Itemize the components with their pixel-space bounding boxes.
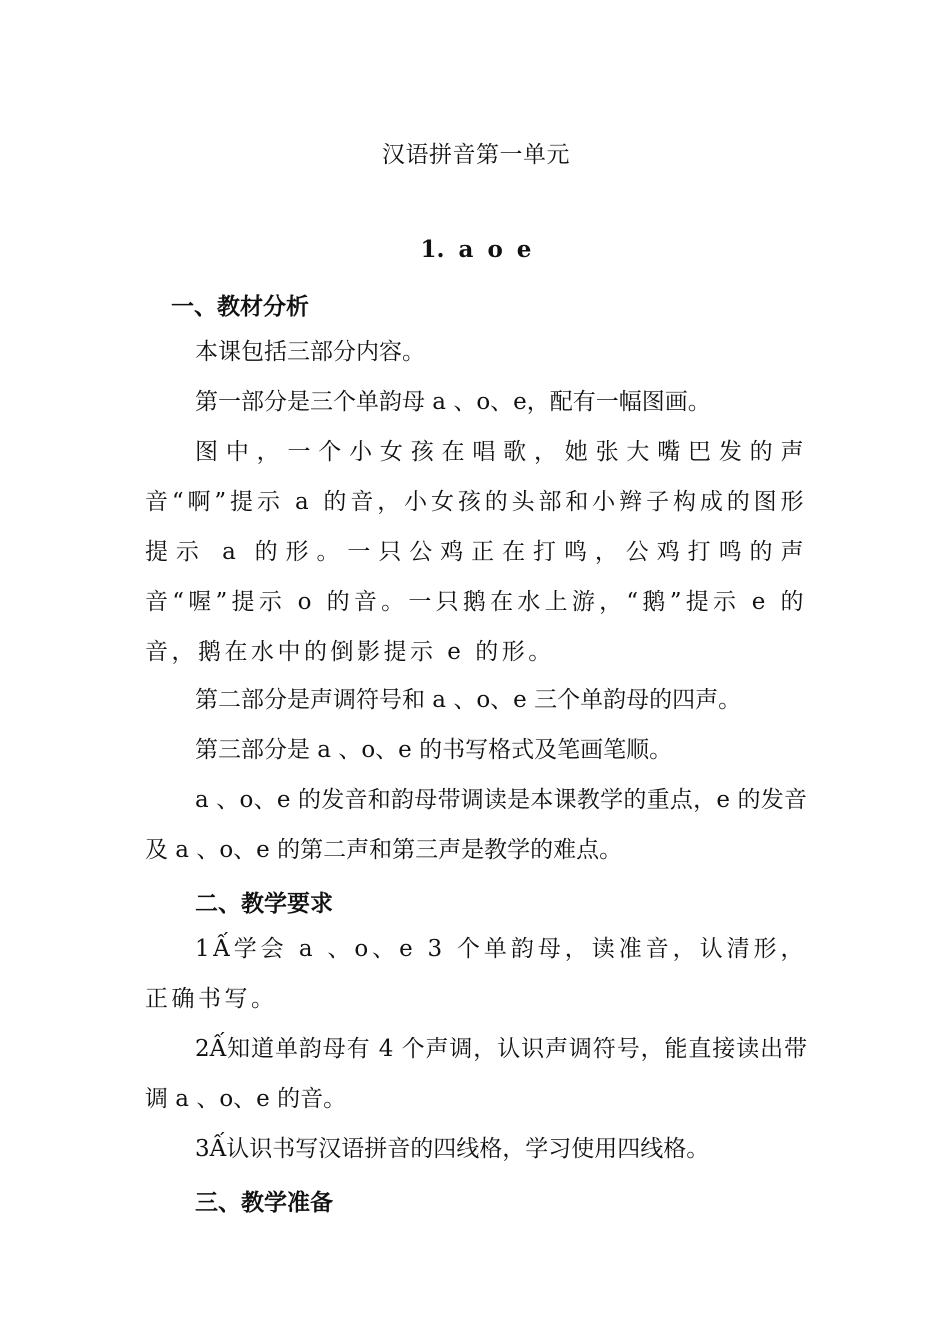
section-heading-analysis: 一、教材分析 (171, 293, 309, 320)
paragraph: 1Ấ学会 a 、o、e 3 个单韵母，读准音，认清形，正确书写。 (145, 936, 807, 1012)
paragraph: 第一部分是三个单韵母 a 、o、e，配有一幅图画。 (195, 389, 711, 415)
paragraph: 本课包括三部分内容。 (195, 339, 425, 365)
paragraph: 第二部分是声调符号和 a 、o、e 三个单韵母的四声。 (195, 687, 742, 713)
section-heading-requirements: 二、教学要求 (195, 890, 333, 917)
paragraph: 2Ấ知道单韵母有 4 个声调，认识声调符号，能直接读出带调 a 、o、e 的音。 (145, 1036, 807, 1112)
paragraph: 3Ấ认识书写汉语拼音的四线格，学习使用四线格。 (195, 1136, 710, 1162)
lesson-title: 1. a o e (420, 236, 532, 263)
section-heading-preparation: 三、教学准备 (195, 1189, 333, 1216)
unit-title: 汉语拼音第一单元 (382, 142, 570, 168)
paragraph: 第三部分是 a 、o、e 的书写格式及笔画笔顺。 (195, 737, 673, 763)
paragraph: 图中，一个小女孩在唱歌，她张大嘴巴发的声音“啊”提示 a 的音，小女孩的头部和小辫子构成的图形提示 a 的形。一只公鸡正在打鸣，公鸡打鸣的声音“喔”提示 o 的音。一只鹅在水上游，“鹅”提示 e 的音，鹅在水中的倒影提示 e 的形。 (145, 439, 807, 665)
paragraph: a 、o、e 的发音和韵母带调读是本课教学的重点，e 的发音及 a 、o、e 的第二声和第三声是教学的难点。 (145, 787, 807, 863)
